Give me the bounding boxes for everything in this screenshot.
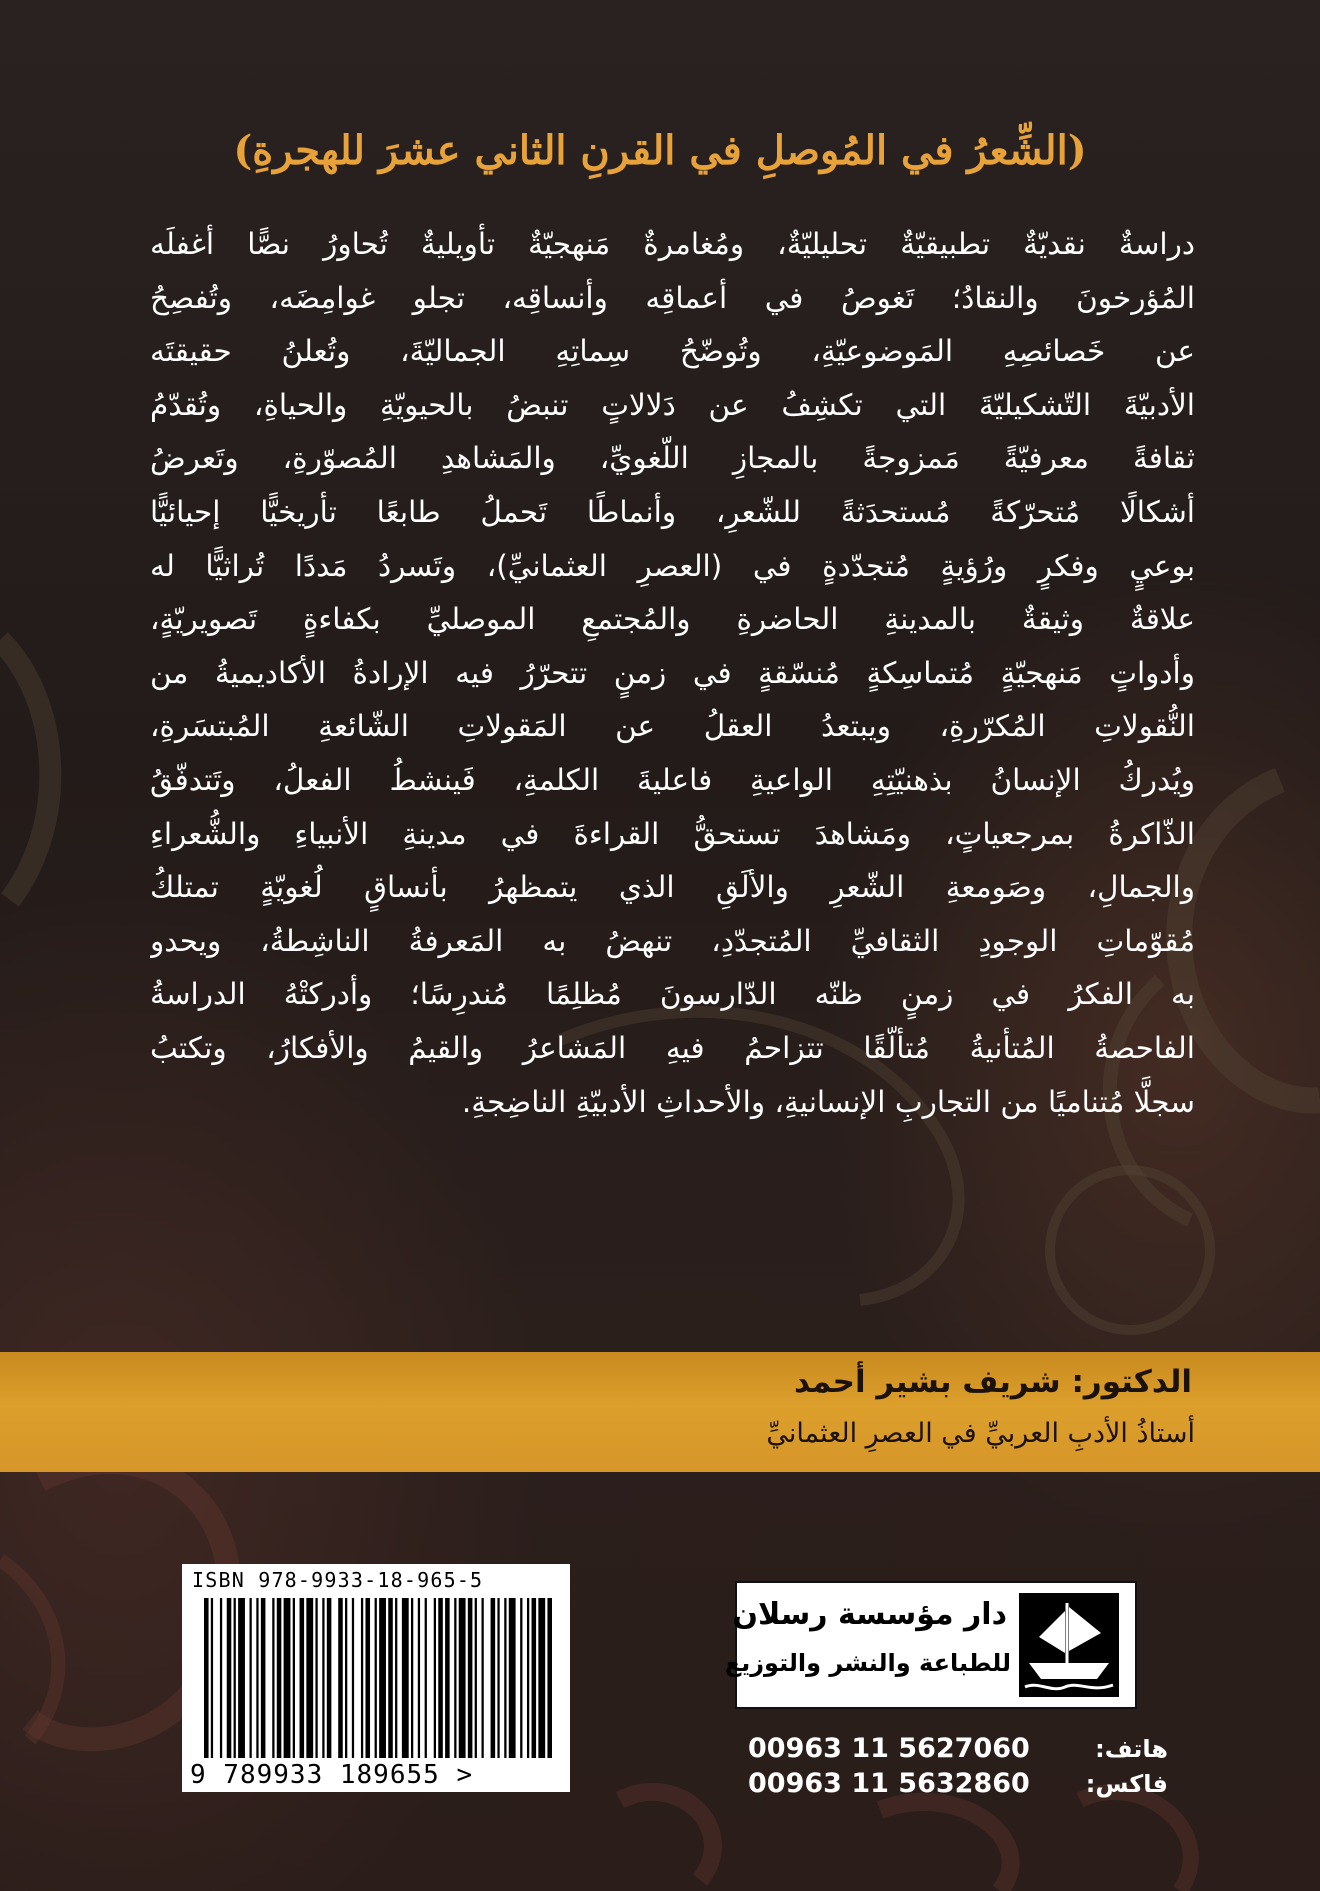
publisher-subtitle: للطباعة والنشر والتوزيع <box>724 1649 1011 1677</box>
isbn-label: ISBN 978-9933-18-965-5 <box>192 1568 484 1592</box>
blurb-line: النُّقولاتِ المُكرّرةِ، ويبتعدُ العقلُ عن المَقولاتِ الشّائعةِ المُبتسَرةِ، <box>150 709 1195 744</box>
blurb-line: عن خَصائصِهِ المَوضوعيّةِ، وتُوضّحُ سِماتِهِ الجماليّةَ، وتُعلنُ حقيقتَه <box>150 334 1195 369</box>
phone-number: 00963 11 5627060 <box>748 1733 1030 1764</box>
isbn-barcode-box <box>182 1564 570 1792</box>
blurb-line: والجمالِ، وصَومعةِ الشّعرِ والألَقِ الذي يتمظهرُ بأنساقٍ لُغويّةٍ تمتلكُ <box>150 870 1195 905</box>
fax-row <box>748 1768 1168 1802</box>
author-title: أستاذُ الأدبِ العربيِّ في العصرِ العثمانيِّ <box>766 1418 1195 1449</box>
phone-label: هاتف: <box>1095 1735 1168 1763</box>
blurb-line: به الفكرُ في زمنٍ ظنّه الدّارسونَ مُظلِمًا مُندرِسًا؛ وأدركتْهُ الدراسةُ <box>150 977 1195 1012</box>
blurb-line: دراسةٌ نقديّةٌ تطبيقيّةٌ تحليليّةٌ، ومُغامرةٌ مَنهجيّةٌ تأويليةٌ تُحاورُ نصًّا أغفلَه <box>150 227 1195 261</box>
isbn-digits: 9 789933 189655 > <box>190 1760 474 1790</box>
book-blurb <box>150 218 1195 1129</box>
fax-label: فاكس: <box>1085 1770 1168 1798</box>
barcode-icon <box>204 1598 552 1758</box>
blurb-line: مُقوّماتِ الوجودِ الثقافيِّ المُتجدّدِ، تنهضُ به المَعرفةُ الناشِطةُ، ويحدو <box>150 923 1195 958</box>
publisher-name: دار مؤسسة رسلان <box>732 1597 1007 1632</box>
fax-number: 00963 11 5632860 <box>748 1768 1030 1799</box>
blurb-line: المُؤرخونَ والنقادُ؛ تَغوصُ في أعماقِه وأنساقِه، تجلو غوامِضَه، وتُفصِحُ <box>150 280 1195 315</box>
blurb-line: الأدبيّةَ التّشكيليّةَ التي تكشِفُ عن دَلالاتٍ تنبضُ بالحيويّةِ والحياةِ، وتُقدّمُ <box>150 387 1195 422</box>
ship-icon <box>1019 1593 1119 1697</box>
blurb-line: سجلًّا مُتناميًا من التجاربِ الإنسانيةِ، والأحداثِ الأدبيّةِ الناضِجةِ. <box>461 1084 1195 1119</box>
author-name: الدكتور: شريف بشير أحمد <box>793 1364 1192 1400</box>
blurb-line: أشكالًا مُتحرّكةً مُستحدَثةً للشّعرِ، وأنماطًا تَحملُ طابعًا تأريخيًّا إحيائيًّا <box>150 494 1195 529</box>
blurb-line: وأدواتٍ مَنهجيّةٍ مُتماسِكةٍ مُنسّقةٍ في زمنٍ تتحرّرُ فيه الإرادةُ الأكاديميةُ من <box>150 655 1195 690</box>
blurb-line: بوعيٍ وفكرٍ ورُؤيةٍ مُتجدّدةٍ في (العصرِ العثمانيِّ)، وتَسردُ مَددًا تُراثيًّا له <box>150 548 1195 583</box>
blurb-line: علاقةٌ وثيقةٌ بالمدينةِ الحاضرةِ والمُجتمعِ الموصليِّ بكفاءةٍ تَصويريّةٍ، <box>150 602 1195 637</box>
phone-row <box>748 1733 1168 1767</box>
book-title: (الشِّعرُ في المُوصلِ في القرنِ الثاني عشرَ للهجرةِ) <box>233 127 1087 174</box>
blurb-line: ويُدركُ الإنسانُ بذهنيّتِهِ الواعيةِ فاعليةَ الكلمةِ، فَينشطُ الفعلُ، وتَتدفّقُ <box>150 762 1195 797</box>
blurb-line: ثقافةً معرفيّةً مَمزوجةً بالمجازِ اللّغويِّ، والمَشاهدِ المُصوّرةِ، وتَعرضُ <box>150 441 1195 476</box>
blurb-line: الفاحصةُ المُتأنيةُ مُتألّقًا تتزاحمُ فيهِ المَشاعرُ والقيمُ والأفكارُ، وتكتبُ <box>150 1030 1195 1065</box>
blurb-line: الذّاكرةُ بمرجعياتٍ، ومَشاهدَ تستحقُّ القراءةَ في مدينةِ الأنبياءِ والشُّعراءِ <box>150 816 1195 851</box>
publisher-logo-box <box>724 1581 1137 1709</box>
